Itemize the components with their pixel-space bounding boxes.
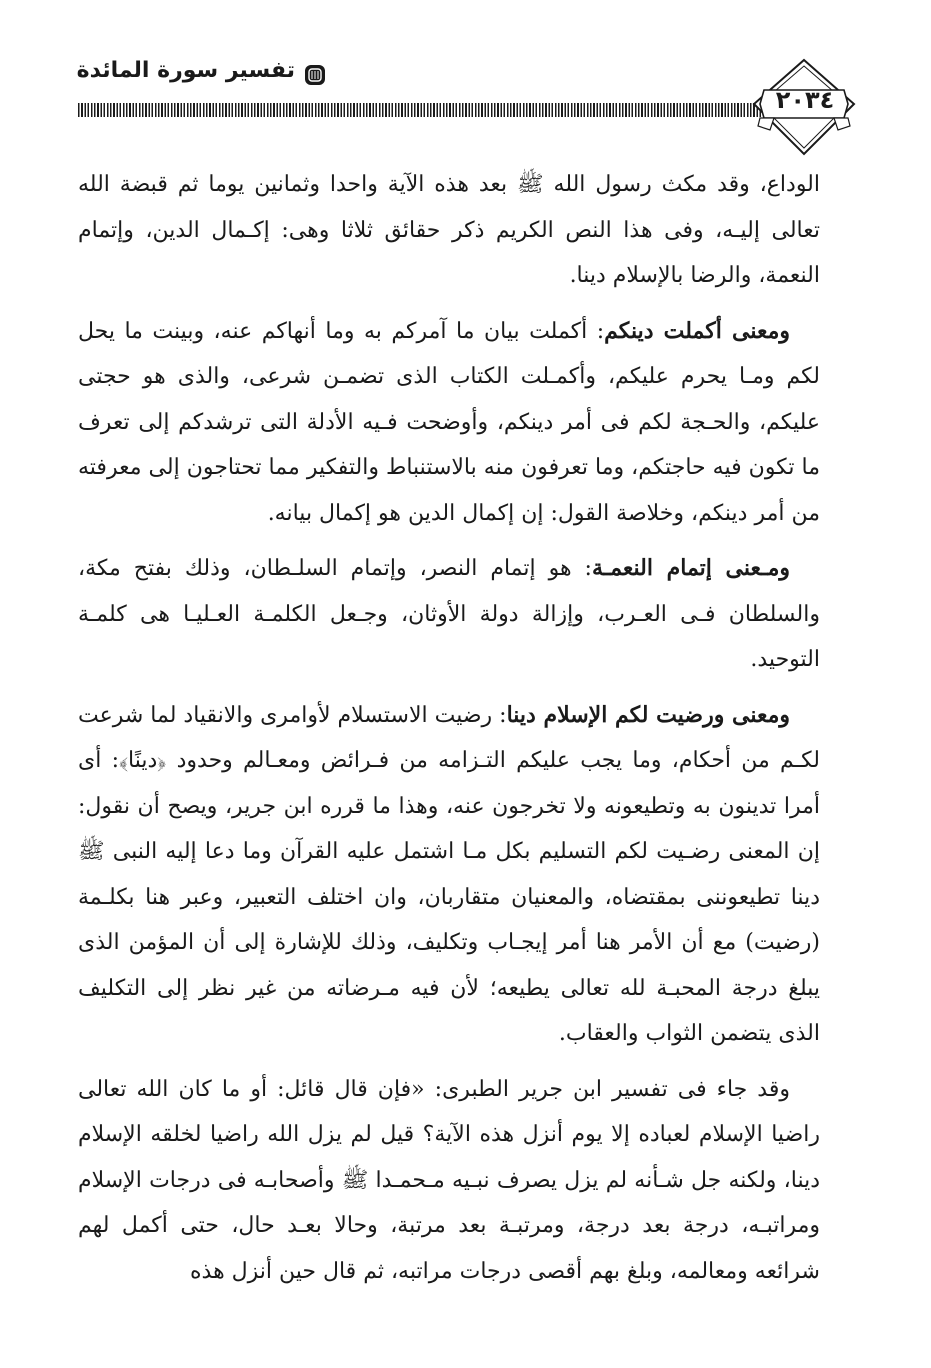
paragraph-3 bbox=[78, 546, 820, 683]
paragraph-4 bbox=[78, 693, 820, 1057]
paragraph-5-text: وقد جاء فى تفسير ابن جرير الطبرى: «فإن قال قائل: أو ما كان الله تعالى راضيا الإسلام لعباده إلا يوم أنزل هذه الآية؟ قيل لم يزل الله راضيا لخلقه الإسلام دينا، ولكنه جل شـأنه لم يزل يصرف نبـيه مـحمـدا ﷺ وأصحابـه فى درجات الإسلام ومراتبـه، درجة بعد درجة، ومرتبـة بعد مرتبة، وحالا بعـد حال، حتى أكمل لهم شرائعه ومعالمه، وبلغ بهم أقصى درجات مراتبه، ثم قال حين أنزل هذه bbox=[78, 1076, 820, 1284]
ornament-icon bbox=[302, 62, 328, 88]
paragraph-4-text: : رضيت الاستسلام لأوامرى والانقياد لما شرعت لكـم من أحكام، وما يجب عليكم التـزامه من فـرائض ومعـالم وحدود ﴿دينًا﴾: أى أمرا تدينون به وتطيعونه ولا تخرجون عنه، وهذا ما قرره ابن جرير، ويصح أن نقول: إن المعنى رضـيت لكم التسليم بكل مـا اشتمل عليه القرآن وما دعا إليه النبى ﷺ دينا تطيعوننى بمقتضاه، والمعنيان متقاربان، وان اختلف التعبير، وعبر هنا بكلـمة (رضيت) مع أن الأمر هنا أمر إيجـاب وتكليف، وذلك للإشارة إلى أن المؤمن الذى يبلغ درجة المحبـة لله تعالى يطيعه؛ لأن فيه مـرضاته من غير نظر إلى التكليف الذى يتضمن الثواب والعقاب. bbox=[78, 702, 820, 1046]
page-header bbox=[0, 0, 931, 160]
paragraph-2 bbox=[78, 309, 820, 537]
paragraph-4-term: ومعنى ورضيت لكم الإسلام دينا bbox=[506, 701, 790, 728]
paragraph-5 bbox=[78, 1067, 820, 1295]
paragraph-2-text: : أكملت بيان ما آمركم به وما أنهاكم عنه، وبينت ما يحل لكم ومـا يحرم عليكم، وأكمـلت الكتاب الذى تضمـن شرعى، والذى هو حجتى عليكم، والحـجة لكم فى أمر دينكم، وأوضحت فـيه الأدلة التى ترشدكم إلى تعرف ما تكون فيه حاجتكم، وما تعرفون منه بالاستنباط والتفكير مما تحتاجون إلى معرفته من أمر دينكم، وخلاصة القول: إن إكمال الدين هو إكمال بيانه. bbox=[78, 318, 820, 526]
surah-title: تفسير سورة المائدة bbox=[76, 58, 295, 83]
header-rule bbox=[78, 103, 818, 117]
body-text bbox=[78, 162, 820, 1304]
page-number: ٢٠٣٤ bbox=[775, 86, 835, 114]
paragraph-2-term: ومعنى أكملت دينكم bbox=[604, 317, 790, 344]
paragraph-1 bbox=[78, 162, 820, 299]
paragraph-3-term: ومـعنى إتمام النعمـة bbox=[591, 555, 790, 581]
paragraph-1-text: الوداع، وقد مكث رسول الله ﷺ بعد هذه الآية واحدا وثمانين يوما ثم قبضة الله تعالى إليـه، وفى هذا النص الكريم ذكر حقائق ثلاثا وهى: إكـمال الدين، وإتمام النعمة، والرضا بالإسلام دينا. bbox=[78, 172, 820, 288]
paragraph-3-text: : هو إتمام النصر، وإتمام السلـطان، وذلك بفتح مكة، والسلطان فـى العـرب، وإزالة دولة الأوثان، وجـعل الكلمـة العـليـا هى كلمـة التوحيد. bbox=[78, 556, 820, 672]
